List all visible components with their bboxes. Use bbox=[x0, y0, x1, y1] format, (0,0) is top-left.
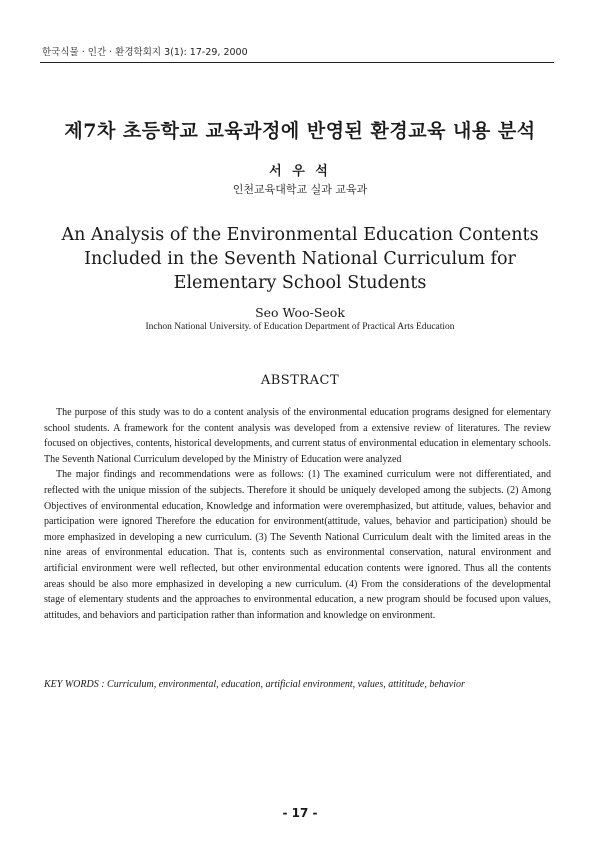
abstract-heading: ABSTRACT bbox=[260, 373, 340, 388]
abstract-paragraph-2: The major findings and recommendations were as follows: (1) The examined curriculum were not differentiated, and reflected with the unique mission of the subjects. Therefore it should be uniquely developed among the subjects. (2) Among Objectives of environmental education, Knowledge and information were overemphasized, but attitude, values, behavior and participation were ignored Therefore the education for environment(attitude, values, behavior and participation) should be more emphasized in developing a new curriculum. (3) The Seventh National Curriculum dealt with the limited areas in the nine areas of environmental education. That is, contents such as environmental conservation, natural environment and artificial environment were well reflected, but other environmental education contents were ignored. Thus all the contents areas should be also more emphasized in developing a new curriculum. (4) From the considerations of the developmental stage of elementary students and the approaches to environmental education, a new program should be focused upon values, attitudes, and behaviors and participation rather than information and knowledge on environment. bbox=[44, 469, 551, 621]
abstract-paragraph-1: The purpose of this study was to do a content analysis of the environmental education programs designed for elementary school students. A framework for the content analysis was developed from a extensive review of literatures. The review focused on objectives, contents, historical developments, and current status of environmental education in elementary schools. The Seventh National Curriculum developed by the Ministry of Education were analyzed bbox=[44, 407, 551, 465]
korean-author: 서 우 석 bbox=[269, 164, 331, 179]
english-affiliation: Inchon National University. of Education Department of Practical Arts Education bbox=[145, 322, 455, 332]
korean-title: 제7차 초등학교 교육과정에 반영된 환경교육 내용 분석 bbox=[64, 120, 536, 142]
english-title: An Analysis of the Environmental Education Contents Included in the Seventh National Curriculum for Elementary School Students bbox=[61, 225, 539, 293]
page-number: - 17 - bbox=[282, 806, 318, 820]
key-words: KEY WORDS : Curriculum, environmental, education, artificial environment, values, attititude, behavior bbox=[44, 679, 465, 690]
journal-info: 한국식물 · 인간 · 환경학회지 3(1): 17-29, 2000 bbox=[42, 47, 248, 58]
header-rule bbox=[40, 62, 554, 63]
english-author: Seo Woo-Seok bbox=[255, 305, 345, 320]
abstract-body bbox=[44, 405, 551, 623]
korean-affiliation: 인천교육대학교 실과 교육과 bbox=[232, 183, 368, 196]
